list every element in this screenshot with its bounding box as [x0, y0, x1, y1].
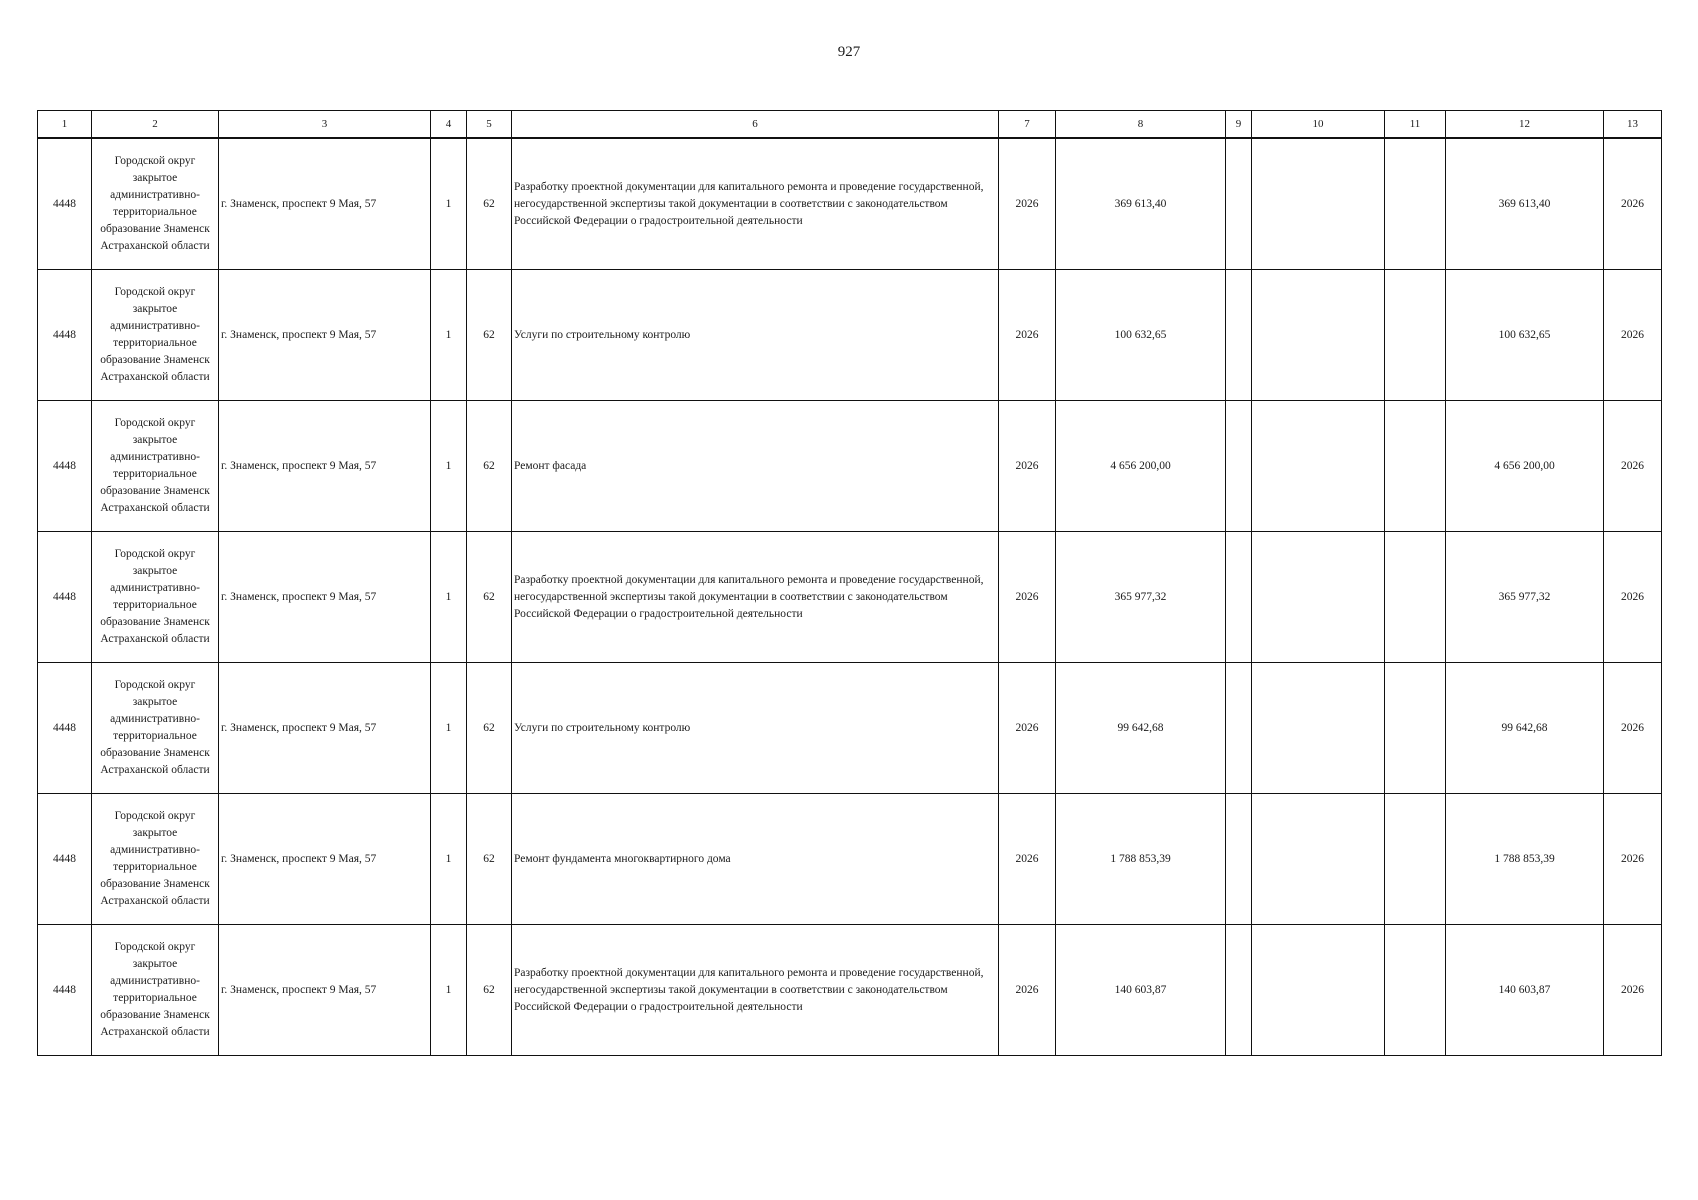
- column-header-1: 1: [38, 111, 92, 139]
- cell-municipality: [92, 532, 219, 663]
- municipality-text: Городской округ закрытое административно-территориальное образование Знаменск Астраханской области: [100, 941, 210, 1038]
- cell-col-4: 1: [431, 794, 467, 925]
- cell-work-type: Услуги по строительному контролю: [512, 270, 999, 401]
- cell-col-9: [1226, 270, 1252, 401]
- cell-municipality: [92, 270, 219, 401]
- cell-col-10: [1252, 663, 1385, 794]
- cell-year-end: 2026: [1604, 925, 1662, 1056]
- cell-municipality: [92, 925, 219, 1056]
- cell-col-4: 1: [431, 138, 467, 270]
- column-header-10: 10: [1252, 111, 1385, 139]
- cell-year-end: 2026: [1604, 794, 1662, 925]
- column-header-7: 7: [999, 111, 1056, 139]
- table-body: [38, 138, 1662, 1056]
- cell-col-10: [1252, 401, 1385, 532]
- cell-number: 4448: [38, 138, 92, 270]
- cell-total-cost: 365 977,32: [1056, 532, 1226, 663]
- cell-fund-cost: 140 603,87: [1446, 925, 1604, 1056]
- cell-work-type: Ремонт фундамента многоквартирного дома: [512, 794, 999, 925]
- table-row: [38, 270, 1662, 401]
- column-header-2: 2: [92, 111, 219, 139]
- cell-col-9: [1226, 663, 1252, 794]
- cell-fund-cost: 369 613,40: [1446, 138, 1604, 270]
- cell-col-5: 62: [467, 663, 512, 794]
- municipality-text: Городской округ закрытое административно-территориальное образование Знаменск Астраханской области: [100, 286, 210, 383]
- cell-col-9: [1226, 794, 1252, 925]
- cell-col-4: 1: [431, 925, 467, 1056]
- cell-year: 2026: [999, 663, 1056, 794]
- column-header-5: 5: [467, 111, 512, 139]
- column-header-13: 13: [1604, 111, 1662, 139]
- cell-year: 2026: [999, 925, 1056, 1056]
- table-row: [38, 138, 1662, 270]
- capital-repair-table: [37, 110, 1662, 1056]
- municipality-text: Городской округ закрытое административно-территориальное образование Знаменск Астраханской области: [100, 548, 210, 645]
- table-row: [38, 532, 1662, 663]
- cell-municipality: [92, 663, 219, 794]
- cell-address: г. Знаменск, проспект 9 Мая, 57: [219, 532, 431, 663]
- municipality-text: Городской округ закрытое административно-территориальное образование Знаменск Астраханской области: [100, 810, 210, 907]
- cell-col-10: [1252, 794, 1385, 925]
- cell-col-4: 1: [431, 401, 467, 532]
- cell-col-11: [1385, 138, 1446, 270]
- table-row: [38, 925, 1662, 1056]
- cell-total-cost: 140 603,87: [1056, 925, 1226, 1056]
- cell-fund-cost: 1 788 853,39: [1446, 794, 1604, 925]
- cell-col-5: 62: [467, 794, 512, 925]
- cell-number: 4448: [38, 270, 92, 401]
- cell-municipality: [92, 794, 219, 925]
- column-header-8: 8: [1056, 111, 1226, 139]
- municipality-text: Городской округ закрытое административно-территориальное образование Знаменск Астраханской области: [100, 679, 210, 776]
- cell-col-5: 62: [467, 138, 512, 270]
- cell-municipality: [92, 401, 219, 532]
- column-header-4: 4: [431, 111, 467, 139]
- cell-col-10: [1252, 270, 1385, 401]
- cell-year: 2026: [999, 138, 1056, 270]
- cell-col-9: [1226, 401, 1252, 532]
- table-row: [38, 401, 1662, 532]
- column-header-12: 12: [1446, 111, 1604, 139]
- cell-address: г. Знаменск, проспект 9 Мая, 57: [219, 270, 431, 401]
- cell-col-5: 62: [467, 401, 512, 532]
- cell-total-cost: 99 642,68: [1056, 663, 1226, 794]
- cell-address: г. Знаменск, проспект 9 Мая, 57: [219, 663, 431, 794]
- page-number: 927: [837, 44, 861, 60]
- cell-total-cost: 369 613,40: [1056, 138, 1226, 270]
- cell-col-11: [1385, 925, 1446, 1056]
- column-header-11: 11: [1385, 111, 1446, 139]
- cell-municipality: [92, 138, 219, 270]
- cell-number: 4448: [38, 794, 92, 925]
- table-row: [38, 794, 1662, 925]
- cell-year: 2026: [999, 270, 1056, 401]
- cell-col-11: [1385, 270, 1446, 401]
- cell-col-11: [1385, 401, 1446, 532]
- cell-col-11: [1385, 663, 1446, 794]
- cell-work-type: Разработку проектной документации для капитального ремонта и проведение государственной, негосударственной экспертизы такой документации в соответствии с законодательством Российской Федерации о градостроительной деятельности: [512, 925, 999, 1056]
- cell-col-5: 62: [467, 925, 512, 1056]
- cell-col-11: [1385, 532, 1446, 663]
- cell-address: г. Знаменск, проспект 9 Мая, 57: [219, 401, 431, 532]
- cell-year: 2026: [999, 794, 1056, 925]
- cell-fund-cost: 100 632,65: [1446, 270, 1604, 401]
- column-header-3: 3: [219, 111, 431, 139]
- cell-col-9: [1226, 532, 1252, 663]
- cell-col-10: [1252, 925, 1385, 1056]
- cell-year-end: 2026: [1604, 401, 1662, 532]
- municipality-text: Городской округ закрытое административно-территориальное образование Знаменск Астраханской области: [100, 417, 210, 514]
- cell-total-cost: 100 632,65: [1056, 270, 1226, 401]
- cell-number: 4448: [38, 401, 92, 532]
- cell-work-type: Ремонт фасада: [512, 401, 999, 532]
- cell-total-cost: 4 656 200,00: [1056, 401, 1226, 532]
- table-row: [38, 663, 1662, 794]
- cell-col-4: 1: [431, 532, 467, 663]
- cell-total-cost: 1 788 853,39: [1056, 794, 1226, 925]
- cell-fund-cost: 4 656 200,00: [1446, 401, 1604, 532]
- table-header-row: [38, 111, 1662, 139]
- cell-address: г. Знаменск, проспект 9 Мая, 57: [219, 138, 431, 270]
- column-header-6: 6: [512, 111, 999, 139]
- cell-col-11: [1385, 794, 1446, 925]
- municipality-text: Городской округ закрытое административно-территориальное образование Знаменск Астраханской области: [100, 155, 210, 252]
- cell-fund-cost: 99 642,68: [1446, 663, 1604, 794]
- cell-year: 2026: [999, 532, 1056, 663]
- cell-address: г. Знаменск, проспект 9 Мая, 57: [219, 925, 431, 1056]
- cell-work-type: Услуги по строительному контролю: [512, 663, 999, 794]
- cell-col-10: [1252, 532, 1385, 663]
- cell-col-9: [1226, 138, 1252, 270]
- cell-work-type: Разработку проектной документации для капитального ремонта и проведение государственной, негосударственной экспертизы такой документации в соответствии с законодательством Российской Федерации о градостроительной деятельности: [512, 138, 999, 270]
- cell-col-10: [1252, 138, 1385, 270]
- cell-fund-cost: 365 977,32: [1446, 532, 1604, 663]
- cell-year: 2026: [999, 401, 1056, 532]
- cell-year-end: 2026: [1604, 138, 1662, 270]
- column-header-9: 9: [1226, 111, 1252, 139]
- cell-year-end: 2026: [1604, 532, 1662, 663]
- cell-work-type: Разработку проектной документации для капитального ремонта и проведение государственной, негосударственной экспертизы такой документации в соответствии с законодательством Российской Федерации о градостроительной деятельности: [512, 532, 999, 663]
- cell-address: г. Знаменск, проспект 9 Мая, 57: [219, 794, 431, 925]
- cell-col-4: 1: [431, 663, 467, 794]
- cell-number: 4448: [38, 663, 92, 794]
- cell-col-5: 62: [467, 532, 512, 663]
- cell-col-9: [1226, 925, 1252, 1056]
- cell-year-end: 2026: [1604, 270, 1662, 401]
- cell-col-4: 1: [431, 270, 467, 401]
- cell-number: 4448: [38, 925, 92, 1056]
- cell-col-5: 62: [467, 270, 512, 401]
- cell-number: 4448: [38, 532, 92, 663]
- cell-year-end: 2026: [1604, 663, 1662, 794]
